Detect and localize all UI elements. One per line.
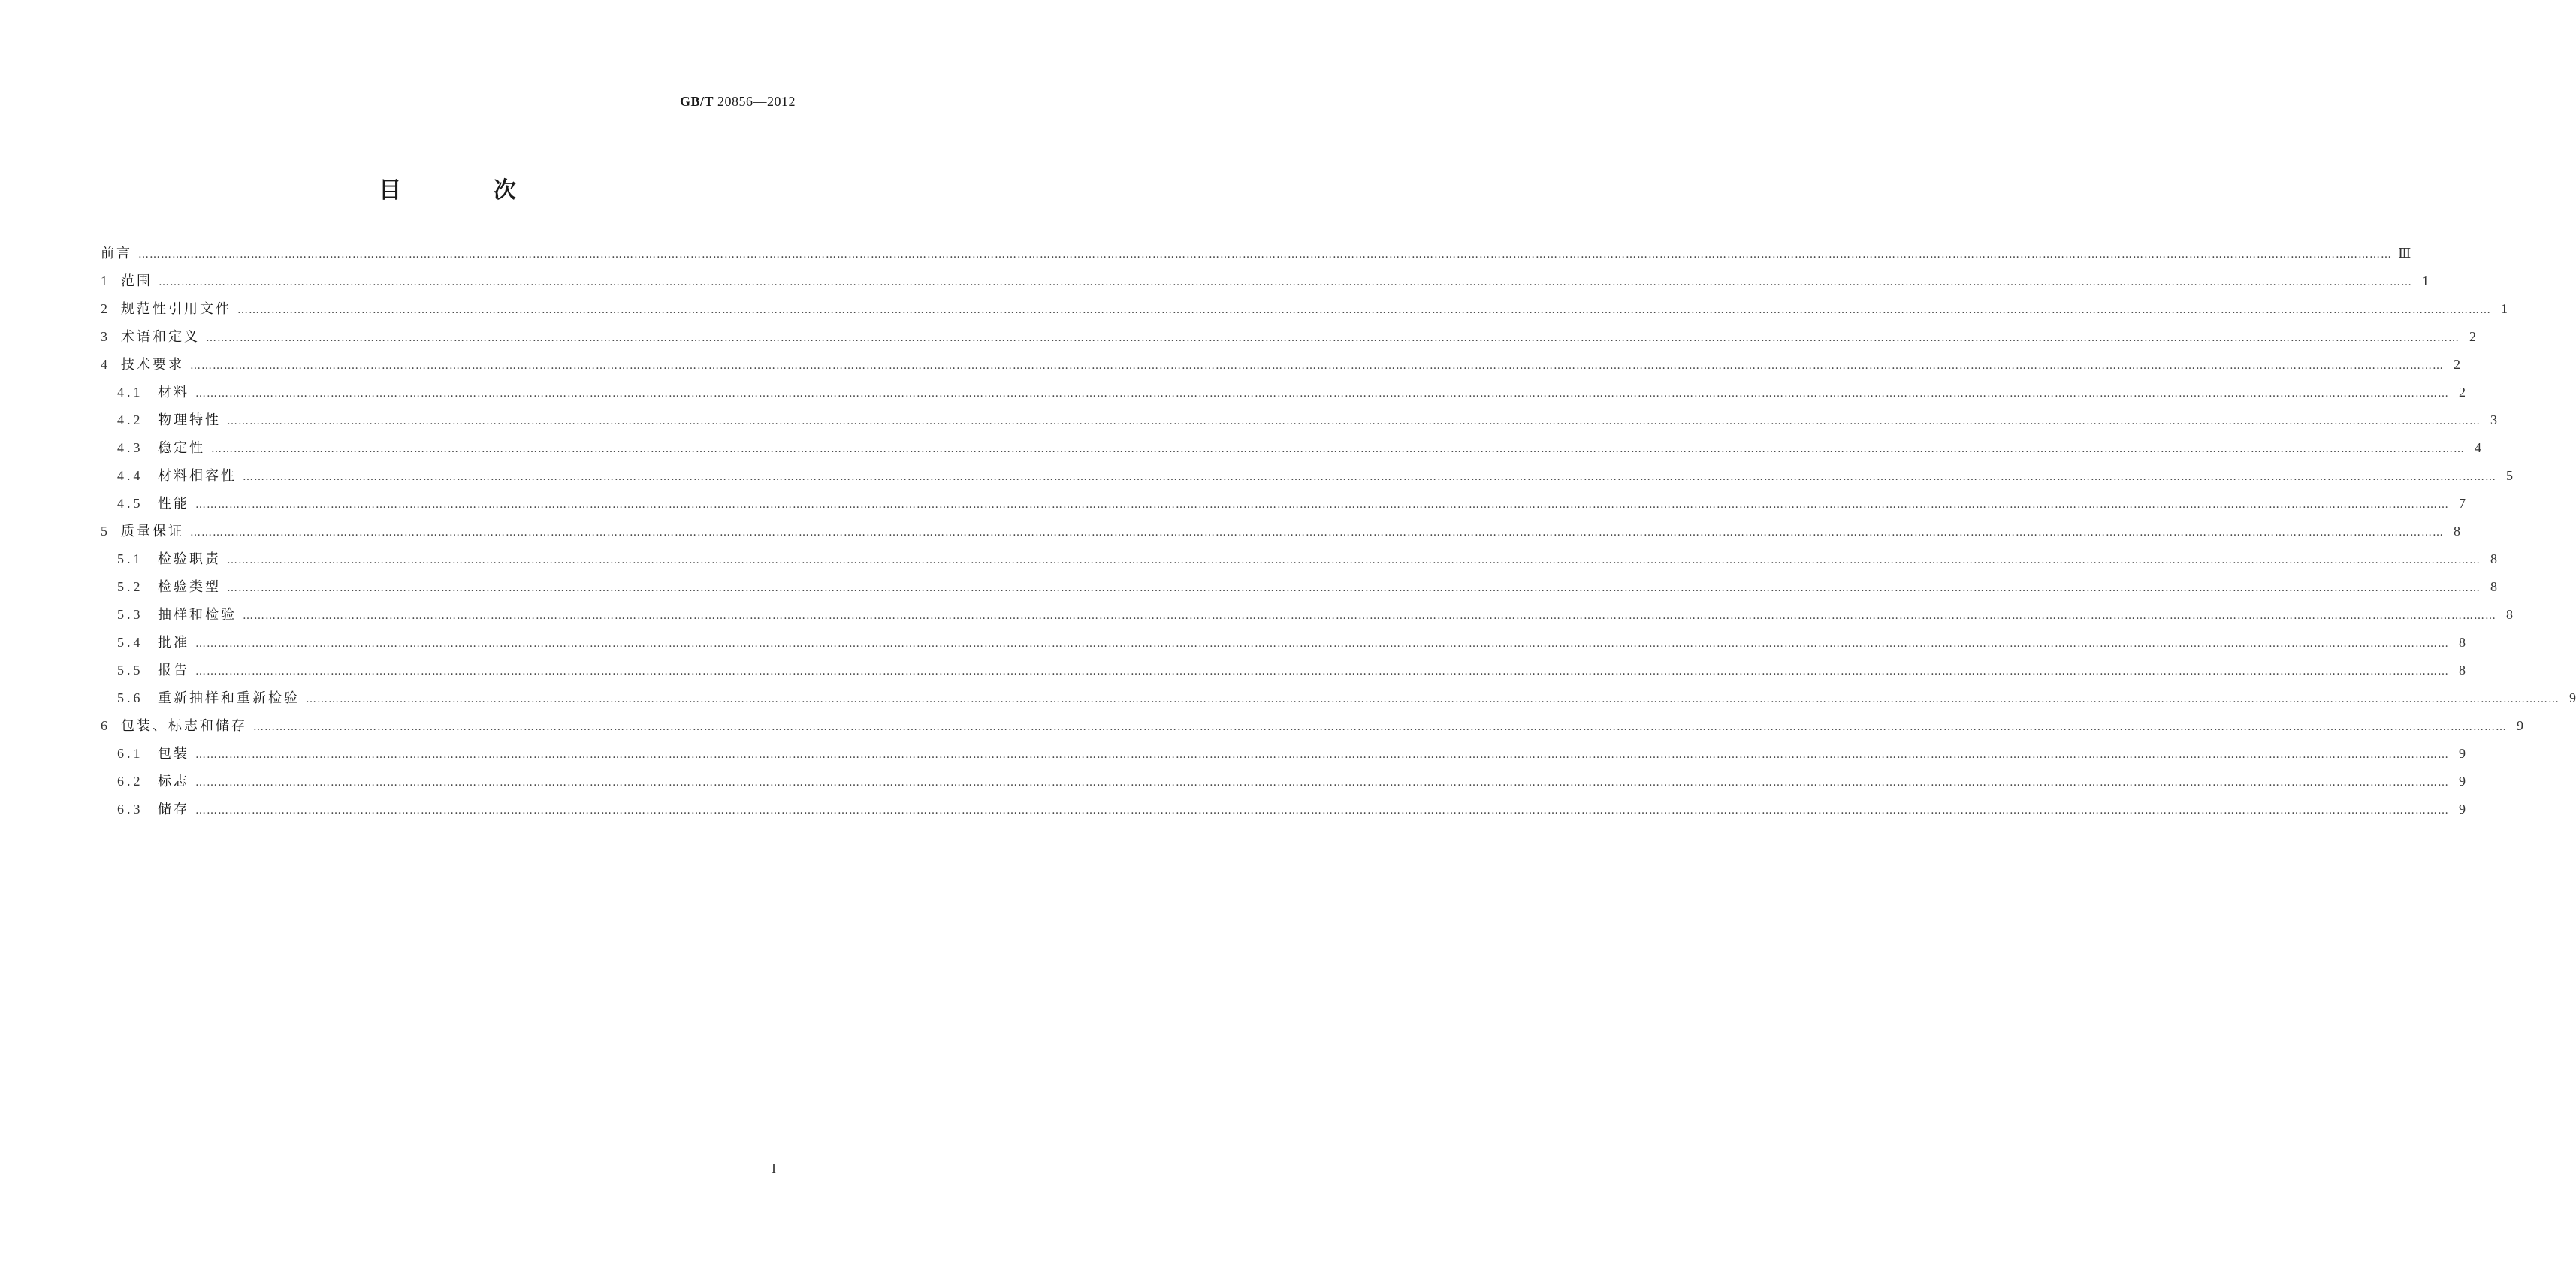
toc-entry-title: 抽样和检验	[158, 607, 237, 623]
toc-entry-title: 材料相容性	[158, 468, 237, 484]
toc-dot-leader: ……………………………………………………………………………………………………………………………………………………………………………………………………………………………………………………………………………………………………………………………………………………………………………………………………………………………………………………………………………………………………………………………………………………	[206, 332, 2460, 344]
table-of-contents	[101, 244, 2576, 828]
toc-entry-number: 5.1	[117, 551, 143, 566]
toc-entry-page: 8	[2490, 551, 2497, 566]
toc-dot-leader: ……………………………………………………………………………………………………………………………………………………………………………………………………………………………………………………………………………………………………………………………………………………………………………………………………………………………………………………………………………………………………………………………………………………	[195, 388, 2449, 400]
toc-dot-leader: ……………………………………………………………………………………………………………………………………………………………………………………………………………………………………………………………………………………………………………………………………………………………………………………………………………………………………………………………………………………………………………………………………………………	[195, 499, 2449, 511]
toc-entry-title: 材料	[158, 385, 189, 400]
toc-dot-leader: ……………………………………………………………………………………………………………………………………………………………………………………………………………………………………………………………………………………………………………………………………………………………………………………………………………………………………………………………………………………………………………………………………………………	[195, 805, 2449, 817]
toc-dot-leader: ……………………………………………………………………………………………………………………………………………………………………………………………………………………………………………………………………………………………………………………………………………………………………………………………………………………………………………………………………………………………………………………………………………………	[237, 304, 2491, 316]
toc-entry-page: Ⅲ	[2398, 246, 2411, 261]
toc-dot-leader: ……………………………………………………………………………………………………………………………………………………………………………………………………………………………………………………………………………………………………………………………………………………………………………………………………………………………………………………………………………………………………………………………………………………	[190, 527, 2444, 539]
toc-entry[interactable]	[101, 689, 2576, 717]
toc-entry[interactable]	[101, 605, 2513, 633]
toc-entry-title: 包装	[158, 746, 189, 762]
toc-entry-page: 9	[2459, 802, 2466, 817]
toc-entry-number: 4.5	[117, 496, 143, 511]
toc-entry[interactable]	[101, 411, 2497, 439]
toc-entry[interactable]	[101, 439, 2481, 466]
toc-entry-title: 前言	[101, 246, 132, 261]
toc-dot-leader: ……………………………………………………………………………………………………………………………………………………………………………………………………………………………………………………………………………………………………………………………………………………………………………………………………………………………………………………………………………………………………………………………………………………	[227, 554, 2481, 566]
toc-title: 目 次	[379, 177, 558, 204]
page-number: I	[772, 1161, 776, 1176]
toc-dot-leader: ……………………………………………………………………………………………………………………………………………………………………………………………………………………………………………………………………………………………………………………………………………………………………………………………………………………………………………………………………………………………………………………………………………………	[159, 276, 2412, 288]
toc-entry-number: 5.4	[117, 635, 143, 650]
toc-entry-title: 技术要求	[121, 357, 184, 373]
toc-dot-leader: ……………………………………………………………………………………………………………………………………………………………………………………………………………………………………………………………………………………………………………………………………………………………………………………………………………………………………………………………………………………………………………………………………………………	[195, 777, 2449, 789]
toc-entry[interactable]	[101, 244, 2411, 272]
toc-entry-number: 5.5	[117, 663, 143, 678]
toc-entry-number: 4	[101, 357, 110, 372]
standard-number: 20856—2012	[717, 94, 796, 109]
toc-entry-title: 包装、标志和储存	[121, 718, 247, 734]
toc-entry[interactable]	[101, 466, 2513, 494]
toc-entry[interactable]	[101, 328, 2476, 355]
toc-entry-page: 9	[2459, 774, 2466, 789]
toc-entry-number: 6.2	[117, 774, 143, 789]
toc-entry-page: 4	[2475, 440, 2481, 455]
toc-dot-leader: ……………………………………………………………………………………………………………………………………………………………………………………………………………………………………………………………………………………………………………………………………………………………………………………………………………………………………………………………………………………………………………………………………………………	[227, 415, 2481, 427]
toc-entry-page: 2	[2454, 357, 2460, 372]
toc-entry-number: 6.1	[117, 746, 143, 761]
toc-entry[interactable]	[101, 522, 2460, 550]
toc-entry-title: 重新抽样和重新检验	[158, 690, 300, 706]
toc-entry-title: 标志	[158, 774, 189, 789]
toc-entry-page: 2	[2469, 329, 2476, 344]
standard-prefix: GB/T	[679, 94, 714, 109]
toc-entry-title: 批准	[158, 635, 189, 651]
toc-entry-page: 5	[2506, 468, 2513, 483]
toc-entry-page: 9	[2569, 690, 2576, 705]
toc-entry[interactable]	[101, 717, 2523, 744]
toc-entry-number: 5	[101, 524, 110, 539]
toc-entry-title: 性能	[158, 496, 189, 512]
toc-entry-number: 5.3	[117, 607, 143, 622]
toc-entry-number: 4.2	[117, 412, 143, 427]
toc-dot-leader: ……………………………………………………………………………………………………………………………………………………………………………………………………………………………………………………………………………………………………………………………………………………………………………………………………………………………………………………………………………………………………………………………………………………	[243, 610, 2496, 622]
toc-entry[interactable]	[101, 800, 2466, 828]
toc-entry-page: 1	[2501, 301, 2508, 316]
toc-entry-page: 9	[2459, 746, 2466, 761]
toc-entry-number: 4.1	[117, 385, 143, 400]
toc-entry-number: 3	[101, 329, 110, 344]
toc-entry-page: 9	[2517, 718, 2523, 733]
toc-entry-number: 2	[101, 301, 110, 316]
toc-dot-leader: ……………………………………………………………………………………………………………………………………………………………………………………………………………………………………………………………………………………………………………………………………………………………………………………………………………………………………………………………………………………………………………………………………………………	[138, 249, 2392, 261]
toc-entry-page: 3	[2490, 412, 2497, 427]
toc-entry-title: 规范性引用文件	[121, 301, 231, 317]
toc-entry[interactable]	[101, 300, 2508, 328]
toc-entry[interactable]	[101, 550, 2497, 578]
toc-entry-number: 6.3	[117, 802, 143, 817]
standard-code	[680, 94, 796, 110]
toc-entry[interactable]	[101, 494, 2466, 522]
toc-entry-number: 5.2	[117, 579, 143, 594]
toc-entry-title: 报告	[158, 663, 189, 678]
toc-entry-title: 质量保证	[121, 524, 184, 539]
toc-dot-leader: ……………………………………………………………………………………………………………………………………………………………………………………………………………………………………………………………………………………………………………………………………………………………………………………………………………………………………………………………………………………………………………………………………………………	[195, 666, 2449, 678]
toc-entry-title: 储存	[158, 802, 189, 817]
toc-entry-title: 稳定性	[158, 440, 205, 456]
toc-entry-title: 范围	[121, 273, 153, 289]
toc-entry-number: 4.4	[117, 468, 143, 483]
toc-entry-title: 检验职责	[158, 551, 221, 567]
toc-entry-number: 5.6	[117, 690, 143, 705]
toc-entry[interactable]	[101, 633, 2466, 661]
toc-entry-page: 8	[2490, 579, 2497, 594]
toc-entry-title: 物理特性	[158, 412, 221, 428]
toc-entry-number: 6	[101, 718, 110, 733]
toc-dot-leader: ……………………………………………………………………………………………………………………………………………………………………………………………………………………………………………………………………………………………………………………………………………………………………………………………………………………………………………………………………………………………………………………………………………………	[306, 693, 2559, 705]
toc-entry-page: 1	[2422, 273, 2429, 288]
toc-dot-leader: ……………………………………………………………………………………………………………………………………………………………………………………………………………………………………………………………………………………………………………………………………………………………………………………………………………………………………………………………………………………………………………………………………………………	[227, 582, 2481, 594]
toc-entry-page: 8	[2454, 524, 2460, 539]
toc-entry[interactable]	[101, 744, 2466, 772]
toc-dot-leader: ……………………………………………………………………………………………………………………………………………………………………………………………………………………………………………………………………………………………………………………………………………………………………………………………………………………………………………………………………………………………………………………………………………………	[195, 749, 2449, 761]
toc-dot-leader: ……………………………………………………………………………………………………………………………………………………………………………………………………………………………………………………………………………………………………………………………………………………………………………………………………………………………………………………………………………………………………………………………………………………	[211, 443, 2465, 455]
toc-entry-page: 7	[2459, 496, 2466, 511]
toc-dot-leader: ……………………………………………………………………………………………………………………………………………………………………………………………………………………………………………………………………………………………………………………………………………………………………………………………………………………………………………………………………………………………………………………………………………………	[253, 721, 2507, 733]
toc-entry-title: 术语和定义	[121, 329, 200, 345]
toc-entry[interactable]	[101, 272, 2429, 300]
toc-entry-page: 8	[2459, 663, 2466, 678]
toc-entry-page: 2	[2459, 385, 2466, 400]
toc-entry-number: 4.3	[117, 440, 143, 455]
toc-dot-leader: ……………………………………………………………………………………………………………………………………………………………………………………………………………………………………………………………………………………………………………………………………………………………………………………………………………………………………………………………………………………………………………………………………………………	[243, 471, 2496, 483]
toc-entry-number: 1	[101, 273, 110, 288]
toc-entry[interactable]	[101, 355, 2460, 383]
toc-entry[interactable]	[101, 772, 2466, 800]
toc-dot-leader: ……………………………………………………………………………………………………………………………………………………………………………………………………………………………………………………………………………………………………………………………………………………………………………………………………………………………………………………………………………………………………………………………………………………	[195, 638, 2449, 650]
toc-entry[interactable]	[101, 661, 2466, 689]
toc-entry[interactable]	[101, 383, 2466, 411]
toc-entry-title: 检验类型	[158, 579, 221, 595]
toc-entry-page: 8	[2459, 635, 2466, 650]
toc-dot-leader: ……………………………………………………………………………………………………………………………………………………………………………………………………………………………………………………………………………………………………………………………………………………………………………………………………………………………………………………………………………………………………………………………………………………	[190, 360, 2444, 372]
toc-entry[interactable]	[101, 578, 2497, 605]
toc-entry-page: 8	[2506, 607, 2513, 622]
